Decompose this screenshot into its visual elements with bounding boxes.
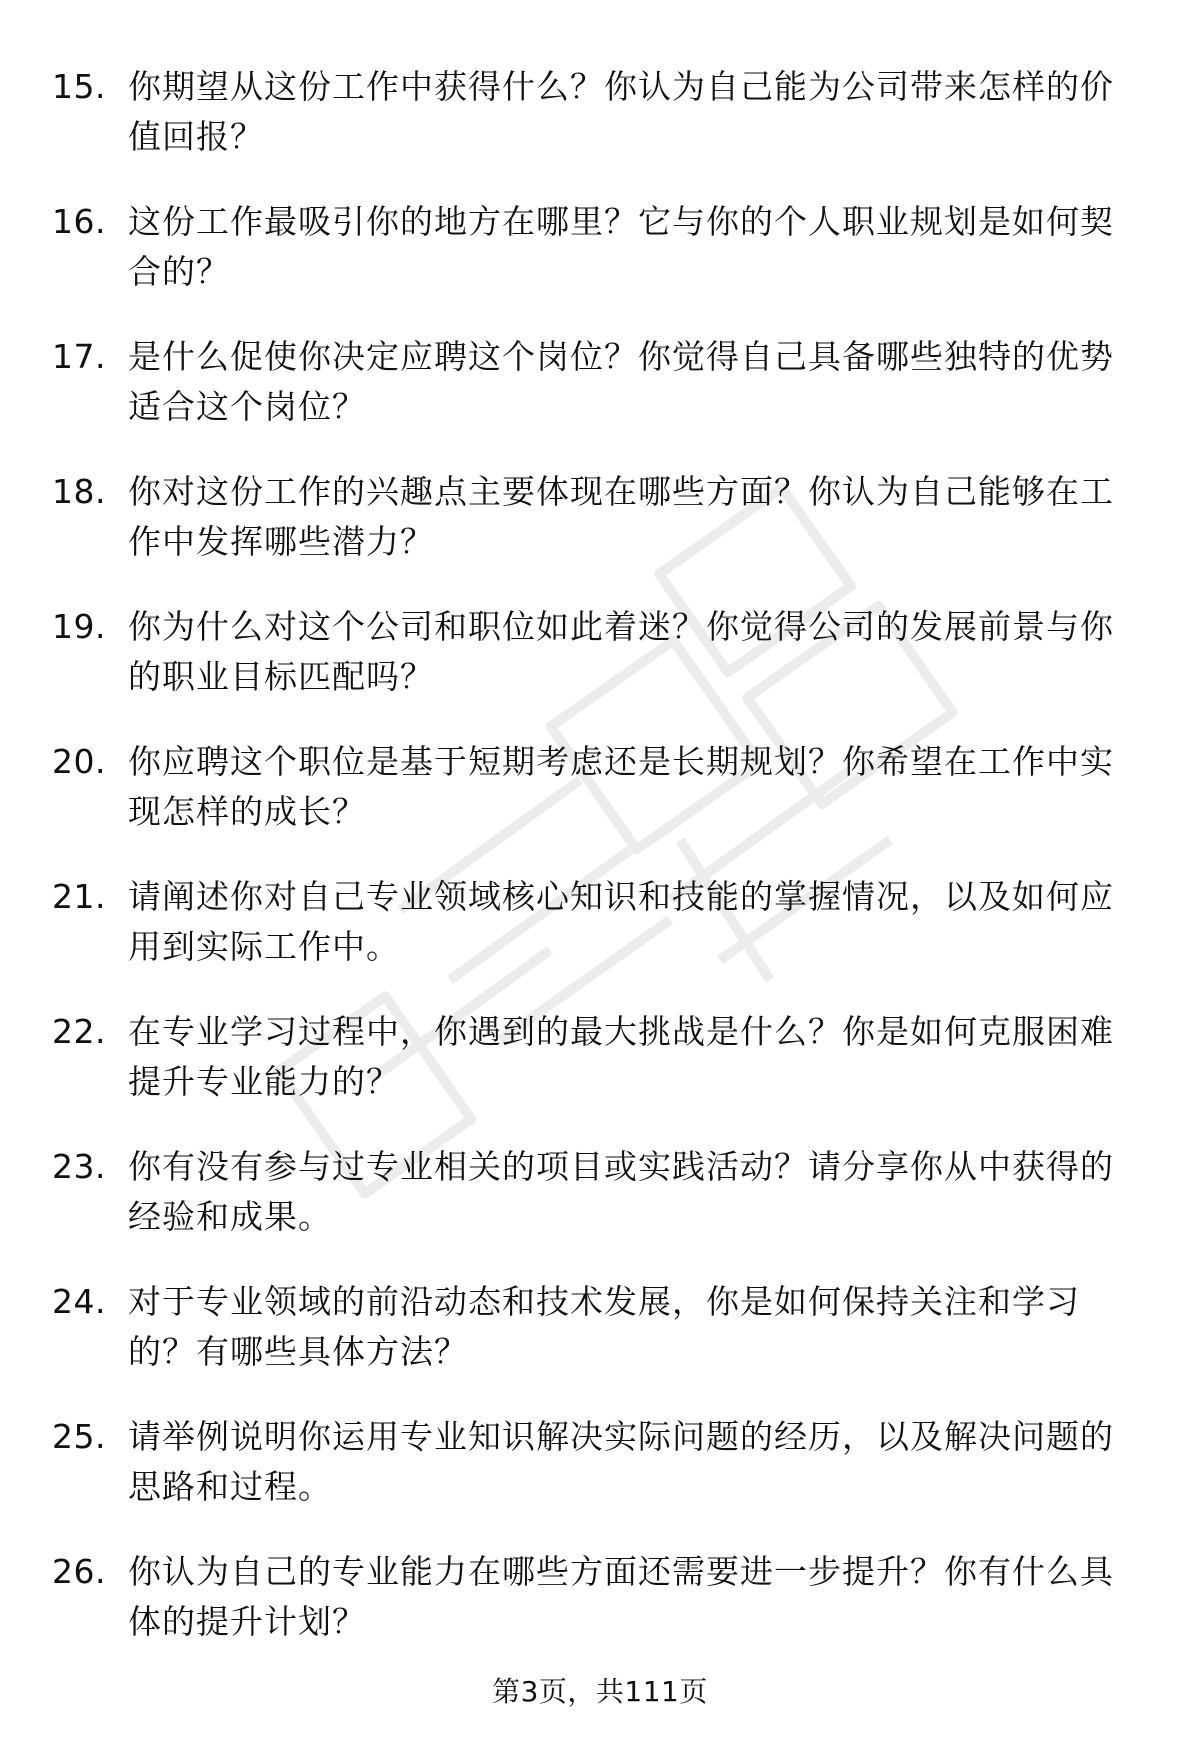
question-number: 15.: [52, 67, 106, 106]
question-item: [0, 602, 1200, 737]
question-number: 25.: [52, 1417, 106, 1456]
question-number: 20.: [52, 742, 106, 781]
question-number: 17.: [52, 337, 106, 376]
question-text: 你有没有参与过专业相关的项目或实践活动？请分享你从中获得的经验和成果。: [128, 1147, 1114, 1236]
question-number: 18.: [52, 472, 106, 511]
question-item: [0, 467, 1200, 602]
question-item: [0, 737, 1200, 872]
question-number: 21.: [52, 877, 106, 916]
question-number: 22.: [52, 1012, 106, 1051]
question-number: 23.: [52, 1147, 106, 1186]
question-text: 请举例说明你运用专业知识解决实际问题的经历，以及解决问题的思路和过程。: [128, 1417, 1114, 1506]
question-text: 是什么促使你决定应聘这个岗位？你觉得自己具备哪些独特的优势适合这个岗位？: [128, 337, 1114, 426]
question-text: 对于专业领域的前沿动态和技术发展，你是如何保持关注和学习的？有哪些具体方法？: [128, 1282, 1080, 1371]
question-text: 请阐述你对自己专业领域核心知识和技能的掌握情况，以及如何应用到实际工作中。: [128, 877, 1114, 966]
question-text: 你应聘这个职位是基于短期考虑还是长期规划？你希望在工作中实现怎样的成长？: [128, 742, 1114, 831]
question-number: 19.: [52, 607, 106, 646]
question-number: 24.: [52, 1282, 106, 1321]
question-item: [0, 332, 1200, 467]
question-item: [0, 197, 1200, 332]
question-text: 在专业学习过程中，你遇到的最大挑战是什么？你是如何克服困难提升专业能力的？: [128, 1012, 1114, 1101]
question-text: 你认为自己的专业能力在哪些方面还需要进一步提升？你有什么具体的提升计划？: [128, 1552, 1114, 1641]
question-list: [0, 62, 1200, 1682]
question-item: [0, 1547, 1200, 1682]
question-item: [0, 1142, 1200, 1277]
question-number: 16.: [52, 202, 106, 241]
question-text: 你为什么对这个公司和职位如此着迷？你觉得公司的发展前景与你的职业目标匹配吗？: [128, 607, 1114, 696]
question-text: 你期望从这份工作中获得什么？你认为自己能为公司带来怎样的价值回报？: [128, 67, 1114, 156]
question-item: [0, 1007, 1200, 1142]
question-item: [0, 1277, 1200, 1412]
question-item: [0, 872, 1200, 1007]
question-text: 这份工作最吸引你的地方在哪里？它与你的个人职业规划是如何契合的？: [128, 202, 1114, 291]
question-item: [0, 62, 1200, 197]
page-footer: 第3页，共111页: [492, 1675, 708, 1708]
question-text: 你对这份工作的兴趣点主要体现在哪些方面？你认为自己能够在工作中发挥哪些潜力？: [128, 472, 1114, 561]
question-item: [0, 1412, 1200, 1547]
question-number: 26.: [52, 1552, 106, 1591]
